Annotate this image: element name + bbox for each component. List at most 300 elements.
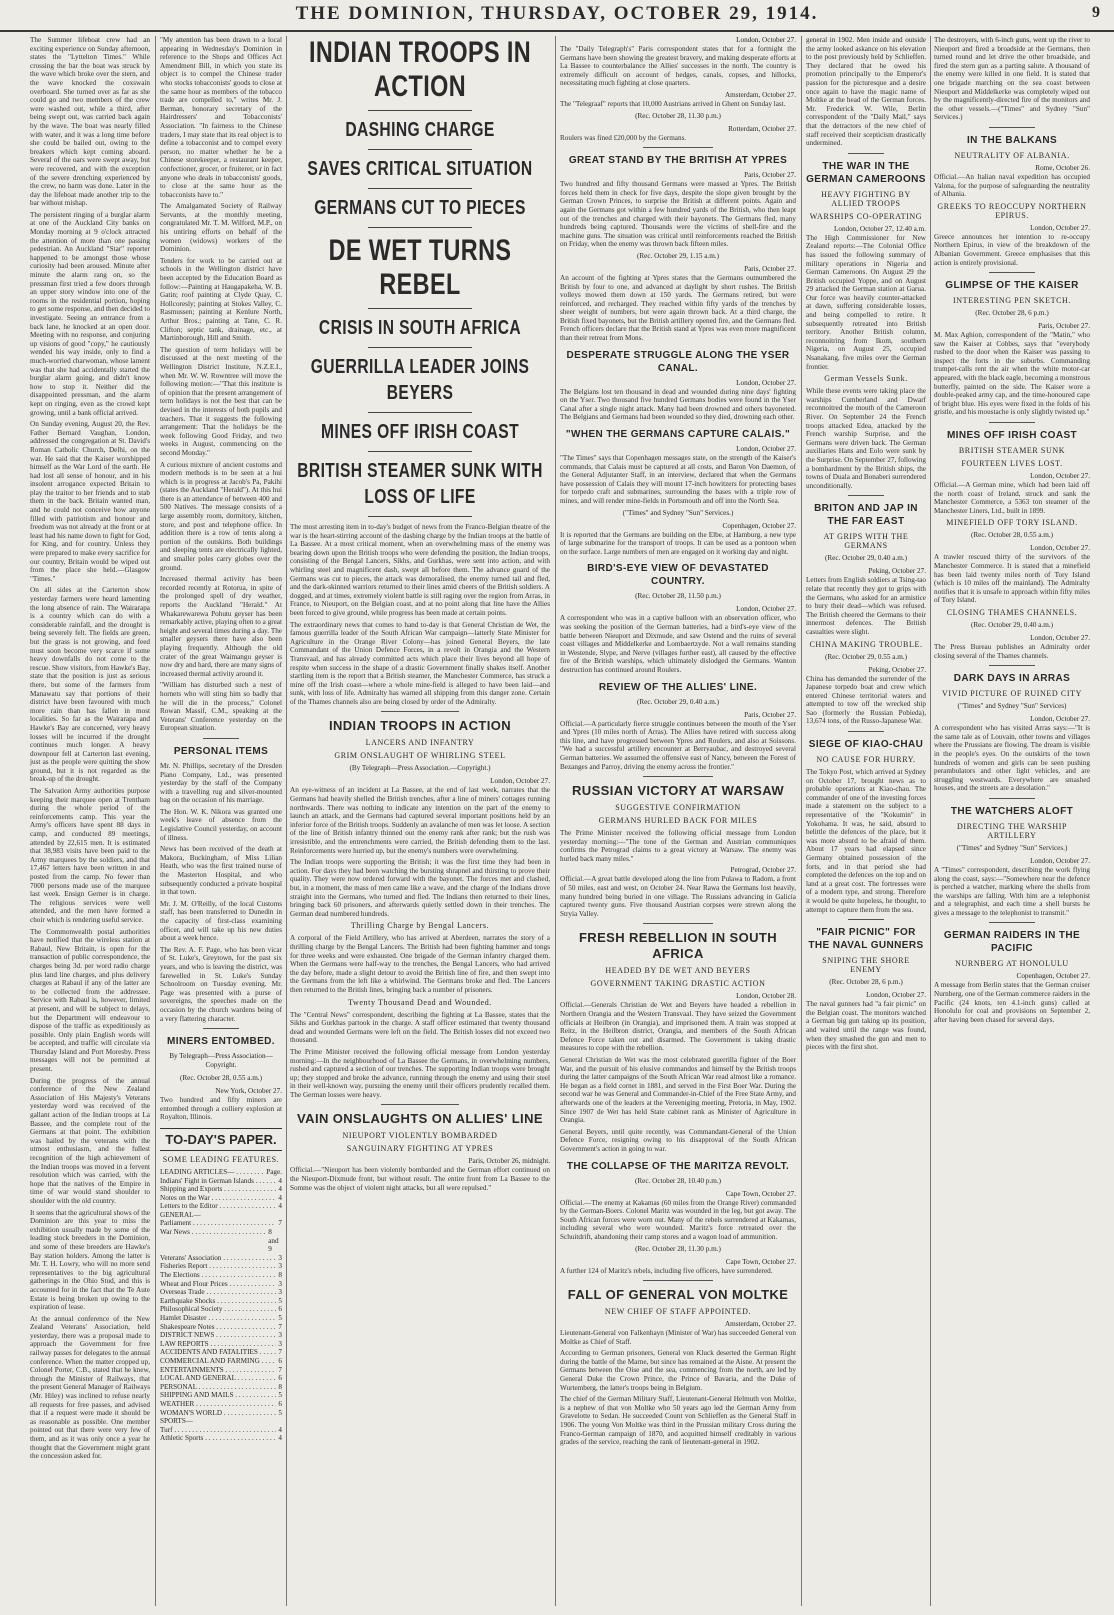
contents-page: 7	[278, 1365, 282, 1374]
contents-page: 3	[278, 1262, 282, 1271]
section-heading-balkans: IN THE BALKANS	[966, 134, 1058, 146]
contents-page: 4	[278, 1434, 282, 1443]
contents-row	[160, 1366, 282, 1375]
article-paragraph: Two hundred and fifty miners are entombed through a colliery explosion at Royalton, Illinois.	[160, 1096, 282, 1122]
received-line: (Rec. October 29, 0.40 a.m.)	[636, 697, 720, 706]
headline-deck: CRISIS IN SOUTH AFRICA	[318, 317, 522, 339]
article-paragraph: Official.—A German mine, which had been laid off the north coast of Ireland, struck and sank the Manchester Commerce, a 5363 ton steamer of the Manchester Liners, Ltd., built in 1899.	[934, 481, 1090, 515]
section-divider	[643, 776, 714, 777]
credit-line: ("Times" and Sydney "Sun" Services.)	[622, 508, 734, 517]
contents-row	[160, 1228, 282, 1254]
column-rule	[801, 36, 802, 1606]
column-rule	[155, 36, 156, 1606]
article-paragraph: "The Times" says that Copenhagen messages state, on the strength of the Kaiser's commands, that Calais must be captured at all costs, and Baron Von Daemon, of the General Adjutanter Staff, in an interview, declared that when the Germans have possession of Calais they will mount 17-inch howitzers for protecting bases for torpedo craft and submarines, surrounding the bases with a triple row of mines, and will render mine-fields in Portsmouth and off into the North Sea.	[560, 454, 796, 505]
section-heading-review: REVIEW OF THE ALLIES' LINE.	[598, 681, 758, 693]
section-heading-watchers: THE WATCHERS ALOFT	[950, 805, 1074, 817]
contents-label: GENERAL—	[160, 1210, 201, 1219]
section-divider	[203, 738, 240, 739]
article-paragraph: The Belgians lost ten thousand in dead and wounded during nine days' fighting on the Yser. Two thousand five hundred Germans bodies were found in the Yser Canal after a single night attack. Many had been drowned and others bayoneted. The Belgians and Germans had been wounded so they died, drowning each other.	[560, 387, 796, 422]
contents-row	[160, 1202, 282, 1211]
dateline: Paris, October 27.	[744, 710, 796, 719]
section-divider	[381, 711, 459, 712]
article-paragraph: Official.—"Nieuport has been violently bombarded and the German effort continued on the Nieuport-Dixmude front, but without result. The entire front from La Bassee to the Somme was the object of violent night attacks, but all were repulsed."	[290, 1166, 550, 1192]
section-heading-yser: DESPERATE STRUGGLE ALONG THE YSER CANAL.	[566, 349, 790, 374]
contents-page: 6	[278, 1374, 282, 1383]
contents-label: Shakespeare Notes . . .	[160, 1323, 276, 1332]
received-line: (Rec. October 28, 0.55 a.m.)	[179, 1074, 263, 1083]
subheading: AT GRIPS WITH THE GERMANS	[823, 532, 909, 551]
article-paragraph: The High Commissioner for New Zealand reports:—The Colonial Office has issued the following summary of military operations in Nigeria and German Cameroons. On August 29 the British occupied Yoppe, and on August 29 attacked the German station at Garua. Our force was heavily counter-attacked at dawn, suffering considerable losses, and being compelled to retire. It subsequently retreated into British territory. Another British column, reconnoitring from Ikom, southern Nigeria, on August 25, occupied Nsanakang, five miles over the German frontier.	[806, 233, 926, 371]
contents-row	[160, 1400, 282, 1409]
article-paragraph: Official.—A great battle developed along the line from Pulawa to Radom, a front of 50 miles, east and west, on October 24. Near Rawa the Germans lost heavily, many hundred being buried in one village. The Russians advancing in Galicia captured twenty guns. Five thousand Austrian corpses were strewn along the Stryia Valley.	[560, 875, 796, 918]
contents-page: 3	[278, 1331, 282, 1340]
contents-label: Wheat and Flour Prices . . .	[160, 1280, 276, 1289]
received-line: (Rec. October 28, 10.40 p.m.)	[634, 1176, 722, 1185]
subheading: SNIPING THE SHORE ENEMY	[822, 956, 910, 975]
contents-page: 3	[278, 1339, 282, 1348]
section-divider	[643, 147, 714, 148]
contents-label: LEADING ARTICLES— . . .	[160, 1168, 264, 1177]
contents-label: Parliament . . .	[160, 1219, 276, 1228]
column-rule	[286, 36, 287, 1606]
newspaper-title: THE DOMINION, THURSDAY, OCTOBER 29, 1914.	[295, 3, 819, 24]
contents-page: 6	[278, 1356, 282, 1365]
article-paragraph: A correspondent who was in a captive balloon with an observation officer, who was seeking the position of the German batteries, had a bird's-eye view of the battle between Nieuport and Dixmude, and saw Ostend and the ruins of several coast villages and Middelkerke and Lombaertzyde. Not a wall remains standing in Westende, Slype, and Nerve (villages further east), all caused by the effective fire of the British warships, which ultimately dislodged the Germans. Wanton destruction has continued around Roulers.	[560, 614, 796, 674]
contents-page: 5	[278, 1391, 282, 1400]
dateline: London, October 27.	[736, 445, 796, 454]
dateline: London, October 27, 12.40 a.m.	[833, 224, 926, 233]
contents-row	[160, 1194, 282, 1203]
contents-label: WEATHER . . .	[160, 1400, 276, 1409]
dateline: London, October 27.	[1030, 633, 1090, 642]
contents-page: 4	[278, 1185, 282, 1194]
article-paragraph: The Prime Minister received the following official message from London yesterday morning:—In the neighbourhood of La Bassee the Germans, in overwhelming numbers, rushed and captured a section of our trenches. The supporting Indian troops were brought up; they stopped and broke the advance, running through the enemy and using their steel in their well-known way, pursuing the enemy until their officers prudently recalled them. The German losses were heavy.	[290, 1047, 550, 1099]
dateline: Copenhagen, October 27.	[722, 521, 796, 530]
subheading: BRITISH STEAMER SUNK	[958, 446, 1066, 456]
section-heading-moltke: FALL OF GENERAL VON MOLTKE	[567, 1287, 789, 1303]
headline-deck: GUERRILLA LEADER JOINS BEYERS	[310, 356, 530, 404]
contents-row	[160, 1357, 282, 1366]
subheading: Thrilling Charge by Bengal Lancers.	[350, 921, 490, 931]
headline-divider	[368, 308, 472, 309]
dateline: Paris, October 27.	[744, 171, 796, 180]
headline-divider	[368, 412, 472, 413]
contents-label: SHIPPING AND MAILS . . .	[160, 1391, 276, 1400]
article-paragraph: The Tokyo Post, which arrived at Sydney on October 17, brought news as to probable operations at Kiao-chau. The commander of one of the investing forces made a statement on the subject to a representative of the "Kokumin" in Yokohama. It was, he said, absurd to belittle the defences of the place, but it was more absurd to be afraid of them. About 17 years had elapsed since Germany obtained possession of the forts, and in that period she had completed the defences on the top and on land at a great cost. The fortresses were of a modern type, and strong. Therefore it would be quite hopeless, he thought, to attempt to capture them from the sea.	[806, 768, 926, 914]
subheading: SUGGESTIVE CONFIRMATION	[615, 803, 741, 813]
contents-row	[160, 1168, 282, 1177]
dateline: London, October 28.	[736, 992, 796, 1001]
received-line: (Rec. October 28, 6 p.m.)	[975, 309, 1049, 318]
column-4	[560, 36, 796, 1606]
contents-row	[160, 1434, 282, 1443]
article-paragraph: The Commonwealth postal authorities have notified that the wireless station at Rabaul, New Britain, is open for the transaction of public correspondence, the charges being 3d. per word radio charge plus land line charges, and plus delivery charges at Rabaul if any of the latter are to be collected from the addressee. Service with Rabaul is, however, limited at present, and will be subject to delays, but the Department will endeavour to dispose of the traffic as expeditiously as possible. Only plain English words will be accepted, and traffic will circulate via Thursday Island and Port Moresby. Press messages will not be permitted at present.	[30, 927, 150, 1074]
contents-label: War News . . .	[160, 1228, 266, 1254]
contents-page: 4	[278, 1425, 282, 1434]
contents-label: Earthquake Shocks . . .	[160, 1297, 276, 1306]
article-paragraph: It seems that the agricultural shows of the Dominion are this year to miss the exhibition usually made by some of the leading stock breeders in the Dominion, and some of these breeders are Hawke's Bay station holders. Among the latter is Mr. T. H. Lowry, who will no more send representatives to the big agricultural gatherings in the Ohio Stud, and this is accounted for in the fact that the Te Aute Estate is being broken up owing to the expiration of lease.	[30, 1208, 150, 1312]
subheading: INTERESTING PEN SKETCH.	[952, 296, 1072, 306]
article-paragraph: The chief of the German Military Staff, Lieutenant-General Helmuth von Moltke, is a nephew of that von Moltke who 50 years ago led the German Army from Gravelotte to Sedan. He succeeded Count von Schlieffen as the General Staff in 1906. The young Von Moltke was third in the Prussian military Cross during the Franco-German campaign of 1870, and acquitted himself creditably in various grades of the service, reaching the rank of lieutenant-general in 1902.	[560, 1395, 796, 1447]
contents-label: Philosophical Society . . .	[160, 1305, 276, 1314]
contents-page: 8	[278, 1382, 282, 1391]
subheading: HEAVY FIGHTING BY ALLIED TROOPS	[821, 189, 911, 208]
dateline: London, October 27.	[1030, 856, 1090, 865]
contents-row	[160, 1305, 282, 1314]
contents-row	[160, 1297, 282, 1306]
article-paragraph: Official.—A particularly fierce struggle continues between the mouth of the Yser and Ypres (10 miles north of Arras). The Allies have retired with success along this line, and have progressed between Ypres and Roulers, and also at Soissons. "We had a successful artillery encounter at Berryaubac, and destroyed several German batteries. We assumed the offensive east of Nancy, between the Forest of Bezanges and Parroy, driving the enemy across the frontier."	[560, 719, 796, 771]
contents-page: 7	[278, 1219, 282, 1228]
article-paragraph: "William has disturbed such a nest of hornets who will sting him so badly that he will die in the process," Colonel Rowan Massif, C.M., speaking at the Veterans' Conference yesterday on the European situation.	[160, 681, 282, 733]
article-paragraph: General Beyers, until quite recently, was Commandant-General of the Union Defence Force, resigning owing to his disapproval of the South African Government's action in going to war.	[560, 1127, 796, 1153]
subheading: NURNBERG AT HONOLULU	[955, 959, 1069, 969]
contents-label: ENTERTAINMENTS . . .	[160, 1366, 276, 1375]
contents-page: 8	[278, 1271, 282, 1280]
contents-row	[160, 1409, 282, 1418]
dateline: Amsterdam, October 27.	[724, 1320, 796, 1329]
credit-line: (By Telegraph—Press Association.—Copyright.)	[349, 764, 491, 773]
contents-row	[160, 1185, 282, 1194]
dateline: Paris, October 26, midnight.	[468, 1157, 550, 1166]
article-paragraph: The "Daily Telegraph's" Paris correspondent states that for a fortnight the Germans have been showing the greatest bravery, and making desperate efforts at La Bassee to counterbalance the Allies' successes in the north. The country is extremely difficult on account of hedges, canals, copses, and hillocks, necessitating much fighting at close quarters.	[560, 45, 796, 88]
received-line: (Rec. October 29, 0.40 a.m.)	[970, 620, 1054, 629]
subheading: HEADED BY DE WET AND BEYERS	[605, 966, 751, 976]
article-paragraph: On all sides at the Carterton show yesterday farmers were heard lamenting the long absence of rain. The Wairarapa is a country which can do with a considerable rainfall, and the drought is being severely felt. The fields are green, but the grass is not growing, and feed must soon become very scarce if some heavy downfalls do not come to the rescue. Show visitors, from Hawke's Bay, state that the position is just as serious there, but some of the farmers from Manawatu say that portions of their district have been favoured with much more rain than has fallen in most localities. So far as the Wairarapa and Hawke's Bay are concerned, very heavy losses will be incurred if the drought continues much longer. A heavy downpour fell at Carterton last evening, just as the people were quitting the show ground, but it is not regarded as the break-up of the drought.	[30, 586, 150, 784]
article-paragraph: The naval gunners had "a fair picnic" on the Belgian coast. The monitors watched a German big gun taking up its position, and waited until the range was found, when they smashed the gun and men to pieces with the first shot.	[806, 1000, 926, 1052]
section-heading-personal: PERSONAL ITEMS	[173, 745, 269, 757]
article-paragraph: According to German prisoners, General von Kluck deserted the German Right during the battle of the Marne, but since has remained at the Aisne. At present the Germans between the Oise and the sea, commencing from the north, are led by General Duke the Crown Prince, the Prince of Bavaria, and the Duke of Wurtemberg, the latter's troops being in Belgium.	[560, 1349, 796, 1392]
page-number: 9	[1092, 4, 1100, 21]
article-paragraph: general in 1902. Men inside and outside the army looked askance on his elevation to the post previously held by Schlieffen. They declared that he owed his promotion principally to the Emperor's passion for the picturesque and a desire once again to have the magic name of Moltke at the head of the German forces. Mr. Frederick W. Wile, Berlin correspondent of the "Daily Mail," says that the detractors of the new chief of staff received their scepticism drastically undermined.	[806, 36, 926, 148]
contents-row	[160, 1314, 282, 1323]
subheading: NEUTRALITY OF ALBANIA.	[954, 150, 1070, 160]
section-heading-warsaw: RUSSIAN VICTORY AT WARSAW	[572, 783, 784, 799]
section-heading-miners: MINERS ENTOMBED.	[167, 1036, 275, 1048]
section-heading-rebellion: FRESH REBELLION IN SOUTH AFRICA	[578, 930, 778, 962]
dateline: Paris, October 27.	[1038, 322, 1090, 331]
dateline: New York, October 27.	[215, 1087, 282, 1096]
article-paragraph: Roulers was fined £20,000 by the Germans.	[560, 133, 687, 142]
article-paragraph: While these events were taking place the warships Cumberland and Dwarf reconnoitred the mouth of the Cameroon River. On September 24 the French troops attacked Edea, attacked by the French warship Surprise, and the Germans were driven back. The German auxiliaries Hans and Eolo were sunk by the Surprise. On September 27, following a bombardment by the British ships, the towns of Duala and Bonaberi surrendered unconditionally.	[806, 387, 926, 490]
section-divider	[381, 1104, 459, 1105]
article-paragraph: "My attention has been drawn to a local appearing in Wednesday's Dominion in reference to the Shops and Offices Act Amendment Bill, in which you state its object is to compel the Chinese trader who stocks tobacconists' goods to close at the same hour as members of the tobacco trade are compelled to," writes Mr. J. Berman, honorary secretary of the Hairdressers' and Tobacconists' Association. "In fairness to the Chinese traders, I may state that its real object is to define a tobacconist and to compel every person, no matter whether he be a Chinese storekeeper, a restaurant keeper, confectioner, grocer, or fruiterer, or in fact anyone who deals in tobacconists' goods, to close at the same hour as the tobacconists have to."	[160, 36, 282, 199]
subheading: GERMANS HURLED BACK FOR MILES	[598, 816, 758, 826]
contents-row	[160, 1383, 282, 1392]
section-divider	[989, 665, 1036, 666]
headline-divider	[368, 110, 472, 111]
article-paragraph: Official.—Generals Christian de Wet and Beyers have headed a rebellion in Northern Orangia and the Western Transvaal. They have seized the Government officials at Heilbron (in Orangia), and imprisoned them. A train was stopped at Reitz, in the Heilbron district, Orangia, and members of the South African Defence Force taken out and disarmed. The Government is taking drastic measures to cope with the rebellion.	[560, 1001, 796, 1053]
contents-page: 6	[278, 1399, 282, 1408]
contents-label: Hamlet Disaster . . .	[160, 1314, 276, 1323]
article-paragraph: The Indian troops were supporting the British; it was the first time they had been in action. For days they had been watching the bursting shrapnel and thirsting to prove their quality. They were now ordered forward with the bayonet. The forces met and clashed, but, in a moment, the mass of men came like a wave, and the charge of the Indians drove straight into the Germans, who turned and fled. The Indians then returned to their lines, bringing back 60 prisoners, and afterwards quietly settled down in their trenches. The German dead numbered hundreds.	[290, 858, 550, 918]
contents-row	[160, 1271, 282, 1280]
contents-label: Indians' Fight in German Islands . . .	[160, 1177, 276, 1186]
subheading: SANGUINARY FIGHTING AT YPRES	[346, 1144, 494, 1154]
article-paragraph: The question of term holidays will be discussed at the next meeting of the Wellington District Institute, N.Z.E.I., when Mr. W. W. Rowntree will move the following motion:—"That this institute is of opinion that the present arrangement of term holidays is not the best that can be devised in the interests of both pupils and teachers. That it suggests the following arrangement: That the holidays be the week following Good Friday, and two weeks in August, commencing on the second Monday."	[160, 345, 282, 457]
headline-divider	[368, 516, 472, 517]
headline-divider	[368, 227, 472, 228]
article-paragraph: Increased thermal activity has been recorded recently at Rotorua, in spite of the prolonged spell of dry weather, reports the Auckland "Herald." At Whakarewarewa Pohutu geyser has been remarkably active, playing often to a great height and several times during a day. The smaller geysers there have also been playing frequently. Although the old crater of the great Waimangu geyser is now dry and hard, there are many signs of increased thermal activity around it.	[160, 575, 282, 678]
dateline: Amsterdam, October 27.	[724, 90, 796, 99]
article-paragraph: The "Telegraaf" reports that 10,000 Austrians arrived in Ghent on Sunday last.	[560, 99, 786, 108]
article-paragraph: The Salvation Army authorities purpose keeping their marquee open at Trentham during the whole period of the reinforcements camp. This year the Army's officers have spent 88 days in camp, and conducted 89 meetings, attended by 22,615 men. It is estimated that 38,983 visits have been paid to the Army marquees by the soldiers, and that 17,467 letters have been written in and posted from the camp. No fewer than 7000 persons made use of the marquee last week. Ensign Gerner is in charge. The religious services were well attended, and the men have formed a choir which is rendering useful service.	[30, 787, 150, 924]
contents-row	[160, 1348, 282, 1357]
article-paragraph: At the annual conference of the New Zealand Veterans' Association, held yesterday, there was a proposal made to approach the Government for free railway passes for delegates to the annual conference. When the matter cropped up, Colonel Porter, C.B., stated that he knew, through the Minister of Railways, that the present General Manager of Railways (Mr. Hiley) was inclined to refuse nearly all requests for free passes, and advised that if a request were made it should be as reasonable as possible. One member pointed out that there were very few of them, and as it was only once a year he thought that the Government might grant the concession asked for.	[30, 1314, 150, 1461]
subheading: Twenty Thousand Dead and Wounded.	[348, 997, 492, 1007]
contents-row	[160, 1426, 282, 1435]
contents-page	[280, 1211, 282, 1220]
column-2	[160, 36, 282, 1606]
section-heading-cameroons: THE WAR IN THE GERMAN CAMEROONS	[806, 160, 926, 185]
dateline: Rome, October 26.	[1035, 163, 1090, 172]
contents-label: LOCAL AND GENERAL . . .	[160, 1374, 276, 1383]
article-paragraph: An eye-witness of an incident at La Bassee, at the end of last week, narrates that the Germans had heavily shelled the British trenches, after a line of miners' cottages running northwards. There was nothing to indicate any intention on the part of the enemy to launch an attack, and the Germans had captured several important positions held by an inferior force of the British troops. Suddenly an avalanche of men was let loose. A section of the line of British infantry thinned out the enemy rank after rank; but the rush was irresistible, and the entrenchments were carried, the British defending them to the last. Reinforcements were hurried up, but the enemy's numbers were overwhelming.	[290, 786, 550, 855]
article-paragraph: The Amalgamated Society of Railway Servants, at the monthly meeting, congratulated Mr. T. M. Wilford, M.P., on his untiring efforts on behalf of the women (widows) workers of the Dominion.	[160, 202, 282, 254]
article-paragraph: M. Max Aghion, correspondent of the "Matin," who saw the Kaiser at Cobbes, says that "everybody rushed to the door when the Kaiser was passing to inspect the forts in the suburbs. Commanding trumpet-calls rent the air when the white motor-car appeared, with the black eagle, becoming a monstrous butterfly, painted on the side. The Kaiser wore a double-peaked army cap, and the time-honoured cape of bright blue. His eyes were fixed in the folds of his gristle, and his moustache is only slightly twisted up."	[934, 331, 1090, 417]
section-divider	[989, 798, 1036, 799]
section-heading-pacific-raiders: GERMAN RAIDERS IN THE PACIFIC	[943, 930, 1081, 955]
credit-line: ("Times" and Sydney "Sun" Services)	[957, 702, 1067, 711]
article-paragraph: Official.—The enemy at Kakamas (60 miles from the Orange River) commanded by the German-Boers. Colonel Maritz was wounded in the leg, but got away. The South African forces were worn out. Many of the rebels surrendered at Kakamas, including several who were wounded. Maritz's force retreated over the Schuitdrift, abandoning their camp stores and a wagon load of ammunition.	[560, 1198, 796, 1241]
article-paragraph: The Press Bureau publishes an Admiralty order closing several of the Thames channels.	[934, 642, 1090, 660]
received-line: (Rec. October 29, 0.55 a.m.)	[824, 652, 908, 661]
dateline: London, October 27.	[1030, 715, 1090, 724]
dateline: London, October 27.	[736, 378, 796, 387]
article-paragraph: The persistent ringing of a burglar alarm at one of the Auckland City banks on Monday morning at 9 o'clock attracted the attention of more than one passing pedestrian. An Auckland "Star" reporter happened to be amongst those whose curiosity had been aroused. Minute after minute the alarm rang on, so the pressman first tried a few doors through an upper story window into one of the rooms in the residential portion, hoping to get some response, and then decided to investigate. Seeing an entrance from a back lane, he knocked at an open door. Meeting with no response, and conjuring up visions of good "copy," he cautiously wended his way inside, only to find a much-worried charwoman, whose lament was that she had accidentally started the burglar alarm going, and didn't know how to stop it. Neither did the disappointed pressman, and the alarm kept on ringing, even as the crowd kept growing, until a bank official arrived.	[30, 210, 150, 417]
contents-page: 4	[278, 1193, 282, 1202]
subheading: FOURTEEN LIVES LOST.	[961, 459, 1063, 469]
headline-deck: DASHING CHARGE	[345, 119, 495, 141]
article-paragraph: A correspondent who has visited Arras says:—"It is the same tale as of Louvain, other towns and villages where the Prussians are flowing. The dream is visible in the people's eyes. On the outskirts of the town hundreds of women and girls can be seen pushing perambulators and other light vehicles, and are struggling westwards. Everywhere are smashed houses, and the streets are a desolation."	[934, 724, 1090, 793]
contents-row	[160, 1417, 282, 1426]
contents-label: ACCIDENTS AND FATALITIES . . .	[160, 1348, 276, 1357]
section-divider	[848, 919, 884, 920]
dateline: London, October 27.	[1030, 223, 1090, 232]
article-paragraph: A curious mixture of ancient customs and modern methods is to be seen at a hui which is in progress at Jacob's Pa, Pakihi (states the Auckland "Herald"). At this hui there is an attendance of between 400 and 500 Natives. The message consists of a large assembly room, dormitory, kitchen, store, and post and telephone office. In addition there is a row of tents along a portion of the outskirts. Both buildings and sleeping tents are electrically lighted, and smaller poles carry globes over the ground.	[160, 460, 282, 572]
contents-page: 4	[278, 1176, 282, 1185]
section-heading-vain: VAIN ONSLAUGHTS ON ALLIES' LINE	[297, 1111, 543, 1127]
contents-page: 5	[278, 1314, 282, 1322]
section-divider	[989, 127, 1036, 128]
contents-page	[280, 1417, 282, 1426]
contents-row	[160, 1280, 282, 1289]
article-paragraph: On Sunday evening, August 20, the Rev. Father Bernard Vaughan, London, addressed the congregation at St. David's Roman Catholic Church, Delhi, on the war. He said that the Kaiser worshipped himself as the War Lord of the earth. He had lost all sense of honour, and in his insolent arrogance expected Britain to play the traitor to her friends and to stab them in the back. Britain wanted man, and he could not conceive how anyone filled with patriotism and honour and freedom was not already at the front or at least had his name down to fight for God, for King, and for country. Unless they were prepared to make every sacrifice for our country, Britain would be wiped out from the place she held.—Glasgow "Times."	[30, 420, 150, 583]
article-paragraph: A further 124 of Maritz's rebels, including five officers, have surrendered.	[560, 1266, 773, 1275]
headline-deck: MINES OFF IRISH COAST	[321, 421, 519, 443]
column-5	[806, 36, 926, 1606]
dateline: Copenhagen, October 27.	[1016, 972, 1090, 981]
contents-row	[160, 1331, 282, 1340]
section-heading-fair-picnic: "FAIR PICNIC" FOR THE NAVAL GUNNERS	[808, 927, 924, 952]
column-rule	[930, 36, 931, 1606]
personal-item: News has been received of the death at Makora, Buckingham, of Miss Lilian Heath, who was the first trained nurse of the Masterton Hospital, and who subsequently conducted a private hospital in that town.	[160, 845, 282, 897]
section-heading-kiao-chau: SIEGE OF KIAO-CHAU	[808, 739, 924, 751]
dateline: Peking, October 27.	[868, 665, 926, 674]
dateline: London, October 27.	[866, 991, 926, 1000]
section-divider	[989, 422, 1036, 423]
article-paragraph: During the progress of the annual conference of the New Zealand Association of His Majesty's Veterans yesterday word was received of the gallant action of the Indian troops at La Bassee, and the complete rout of the Germans at that point. The exhibition was hailed by the veterans with the utmost enthusiasm, and the fullest recognition of the high achievement of the Indian troops was moved in a fervent resolution which was carried, with the hope that the natives of the Empire in time of war would stand shoulder to shoulder with the old country.	[30, 1076, 150, 1205]
column-1	[30, 36, 150, 1606]
contents-row	[160, 1219, 282, 1228]
received-line: (Rec. October 28, 11.30 p.m.)	[635, 111, 721, 120]
contents-label: LAW REPORTS . . .	[160, 1340, 276, 1349]
contents-page: 6	[278, 1305, 282, 1314]
contents-page: 7	[278, 1348, 282, 1357]
section-heading-briton-jap: BRITON AND JAP IN THE FAR EAST	[814, 503, 918, 528]
dateline: Cape Town, October 27.	[725, 1189, 796, 1198]
personal-item: The Hon. W. K. Nikora was granted one week's leave of absence from the Legislative Council yesterday, on account of illness.	[160, 807, 282, 842]
contents-page: Page.	[266, 1167, 282, 1176]
dateline: Cape Town, October 27.	[725, 1257, 796, 1266]
contents-page: 3	[278, 1288, 282, 1297]
article-paragraph: Letters from English soldiers at Tsing-tao relate that recently they got to grips with the Germans, who asked for an armistice to bury their dead—which was refused. The British cheered the Germans to their innermost defences. The British casualties were slight.	[806, 576, 926, 636]
subheading: GREEKS TO REOCCUPY NORTHERN EPIRUS.	[937, 201, 1087, 220]
contents-row	[160, 1340, 282, 1349]
received-line: (Rec. October 28, 0.55 a.m.)	[970, 531, 1054, 540]
contents-label: Notes on the War . . .	[160, 1194, 276, 1203]
article-paragraph: The Prime Minister received the following official message from London yesterday morning:—"The tone of the German and Austrian communiques confirms the Petrograd claims to a great victory at Warsaw. The enemy was hurled back many miles."	[560, 829, 796, 863]
article-paragraph: Tenders for work to be carried out at schools in the Wellington district have been accepted by the Education Board as follow:—Painting at Haugapakeha, W. B. Gatin; roof painting at Clyde Quay, C. Hollcoresly; painting at Stokes Valley, C. Rasmussen; painting at Kenlure North, Arthur Bros.; painting at Tane, C. R. Clifton; septic tank, drainage, etc., at Martinborough, Hill and Smith.	[160, 256, 282, 343]
subheading: GRIM ONSLAUGHT OF WHIRLING STEEL	[334, 751, 506, 761]
todays-paper-subheading: SOME LEADING FEATURES.	[162, 1154, 280, 1164]
main-headline: INDIAN TROOPS IN ACTION	[308, 36, 532, 103]
article-paragraph: Greece announces her intention to re-occupy Northern Epirus, in view of the breakdown of the Albanian Government. Greece emphasises that this action is entirely provisional.	[934, 232, 1090, 267]
todays-paper-heading: TO-DAY'S PAPER.	[160, 1128, 282, 1151]
credit-line: ("Times" and Sydney "Sun" Services.)	[956, 843, 1068, 852]
article-paragraph: The Summer lifeboat crew had an exciting experience on Sunday afternoon, states the "Lyttelton Times." While crossing the bar the boat was struck by the wave which broke over the stern, and the wave knocked the coxswain overboard. She turned over as far as she could go and two members of the crew were washed out, while a third, after being swept out, was carried back again by the wave. The boat was nearly filled with water, and it was a long time before she could be bailed out, owing to the breakers which kept coming aboard. Several of the oars were swept away, but were recovered, and with the exception of the severe drenching experienced by the crew, no harm was done. Later in the day the lifeboat made another trip to the bar without mishap.	[30, 36, 150, 208]
headline-deck: GERMANS CUT TO PIECES	[314, 197, 526, 219]
article-paragraph: A trawler rescued thirty of the survivors of the Manchester Commerce. It is stated that a minefield has been laid twenty miles north of Tory Island (which is 10 miles off the mainland). The Admiralty notifies that it is unsafe to approach within fifty miles of Tory Island.	[934, 553, 1090, 605]
contents-row	[160, 1177, 282, 1186]
article-paragraph: The "Central News" correspondent, describing the fighting at La Bassee, states that the Sikhs and Gurkhas partook in the charge. A staff officer estimated that twenty thousand dead and wounded Germans were left on the field. The British losses did not exceed two thousand.	[290, 1010, 550, 1045]
contents-label: Athletic Sports . . .	[160, 1434, 276, 1443]
subheading: WARSHIPS CO-OPERATING	[809, 211, 923, 221]
contents-page: 7	[278, 1322, 282, 1331]
section-heading-arras: DARK DAYS IN ARRAS	[953, 673, 1071, 685]
section-heading-kaiser: GLIMPSE OF THE KAISER	[945, 280, 1079, 292]
dateline: London, October 27.	[490, 777, 550, 786]
contents-label: SPORTS—	[160, 1417, 194, 1426]
contents-row	[160, 1374, 282, 1383]
contents-row	[160, 1391, 282, 1400]
article-paragraph: An account of the fighting at Ypres states that the Germans outnumbered the British by four to one, and advanced at daylight by short rushes. The British volleys mowed them down at 150 yards. The Germans retired, but were reinforced, and recharged. They reached within fifty yards of the trenches by sheer weight of numbers, but were again thrown back. At a third charge, the British fixed bayonets, but the British artillery opened fire, and the Germans fled. French officers declare that the British stand at Ypres was even more magnificent than their retreat from Mons.	[560, 273, 796, 343]
subheading: NO CAUSE FOR HURRY.	[816, 755, 916, 765]
section-heading-mines: MINES OFF IRISH COAST	[946, 430, 1078, 442]
column-6	[934, 36, 1090, 1606]
section-divider	[848, 731, 884, 732]
headline-divider	[368, 188, 472, 189]
credit-line: By Telegraph—Press Association—Copyright.	[169, 1052, 273, 1070]
section-heading-calais: "WHEN THE GERMANS CAPTURE CALAIS."	[565, 429, 791, 441]
contents-row	[160, 1288, 282, 1297]
personal-item: Mr. J. M. O'Reilly, of the local Customs staff, has been transferred to Dunedin in the capacity of first-class examining officer, and will take up his new duties about a week hence.	[160, 899, 282, 943]
headline-divider	[368, 451, 472, 452]
news-summary: The extraordinary news that comes to hand to-day is that General Christian de Wet, the famous guerrilla leader of the South African War campaign—latterly State Minister for Agriculture in the Orange River Colony—has joined General Beyers, the late Commandant of the Union Defence Forces, in a revolt in Orangia and the Western Transvaal, and has already committed acts which place their lives beyond all hope of respite when success in the shape of a drastic Government finally shakes itself. Another startling item is the report that a British steamer, the Manchester Commerce, has struck a mine off the Irish coast—where a whole mine-field is alleged to have been laid—and sunk, with loss of life. Admiralty has warned all shipping from this danger zone. Certain of the Thames channels also are being closed by order of the Admiralty.	[290, 620, 550, 706]
contents-label: The Elections . . .	[160, 1271, 276, 1280]
subheading: German Vessels Sunk.	[824, 374, 908, 384]
received-line: (Rec. October 28, 11.50 p.m.)	[635, 592, 721, 601]
received-line: (Rec. October 29, 1.15 a.m.)	[636, 251, 720, 260]
dateline: London, October 27.	[736, 36, 796, 44]
dateline: Paris, October 27.	[744, 264, 796, 273]
section-divider	[643, 923, 714, 924]
contents-label: Shipping and Exports . . .	[160, 1185, 276, 1194]
contents-label: Veterans' Association . . .	[160, 1254, 276, 1263]
contents-row	[160, 1254, 282, 1263]
contents-page: 5	[278, 1408, 282, 1417]
contents-label: PERSONAL . . .	[160, 1383, 276, 1392]
article-paragraph: General Christian de Wet was the most celebrated guerrilla fighter of the Boer War, and the pursuit of his elusive commandos and himself by the British troops during the latter campaigns of the South African War read almost like a romance. He began as a field cornet in 1881, and served in the First Boer War. During the second war he was General and Commander-in-Chief of the Free State Army, and afterwards one of the leaders at the Vereeniging meeting, Pretoria, in May, 1902. Since 1907 de Wet has held State cabinet rank as Minister of Agriculture in Orangia.	[560, 1056, 796, 1125]
contents-label: Overseas Trade . . .	[160, 1288, 276, 1297]
section-heading-birds-eye: BIRD'S-EYE VIEW OF DEVASTATED COUNTRY.	[587, 563, 769, 588]
column-3	[290, 36, 550, 1606]
headline-divider	[368, 347, 472, 348]
article-paragraph: A "Times" correspondent, describing the work flying along the coast, says:—"Somewhere near the defence is perched a watcher, marking where the shells from the warships are falling. With him are a telephonist and a telegraphist, and each time a shell bursts he gives a message to the telephonist to transmit."	[934, 865, 1090, 917]
section-divider	[643, 1280, 714, 1281]
received-line: (Rec. October 29, 0.40 a.m.)	[824, 554, 908, 563]
subheading: LANCERS AND INFANTRY	[365, 738, 475, 748]
section-divider	[203, 1028, 240, 1029]
section-heading-ypres: GREAT STAND BY THE BRITISH AT YPRES	[568, 155, 788, 167]
contents-label: Letters to the Editor . . .	[160, 1202, 276, 1211]
contents-list	[160, 1168, 282, 1443]
contents-row	[160, 1262, 282, 1271]
subheading: MINEFIELD OFF TORY ISLAND.	[946, 518, 1078, 528]
headline-deck: SAVES CRITICAL SITUATION	[307, 158, 533, 180]
news-summary: The most arresting item in to-day's budget of news from the Franco-Belgian theatre of the war is the heart-stirring account of the dashing charge by the Indian troops at the battle of La Bassee. At a most critical moment, when an overwhelming mass of the enemy was bearing down upon the British troops who were defending the position, the Indian troops, consisting of the Bengal Lancers, Sikhs, and Gurkhas, were sent into action, and with whirling steel and magnificent dash, swept all before them. The advance guard of the Germans was cut to pieces, the attack was demoralised, the enemy turned tail and fled, and the dark-skinned warriors returned to their lines amid cheers of the British soldiers. A dogged, and at times, extremely violent battle is still raging over the region from Arras, in France, to Nieuport, on the Belgian coast, and at no point along that line have the Allies been forced to give ground, while progress has been made at certain points.	[290, 523, 550, 617]
personal-item: Mr. N. Phillips, secretary of the Dresden Piano Company, Ltd., was presented yesterday by the staff of the Company with a travelling rug and silver-mounted bag on the occasion of his marriage.	[160, 761, 282, 805]
received-line: (Rec. October 28, 6 p.m.)	[829, 978, 903, 987]
masthead	[0, 0, 1114, 32]
contents-page: 4	[278, 1202, 282, 1211]
personal-item: The Rev. A. F. Page, who has been vicar of St. Luke's, Greytown, for the past six years, and who is leaving the district, was farewelled in St. Luke's Sunday Schoolroom on Tuesday evening. Mr. Page was presented with a purse of sovereigns, the speeches made on the occasion by the church wardens being of a very flattering character.	[160, 945, 282, 1023]
contents-label: COMMERCIAL AND FARMING . . .	[160, 1357, 276, 1366]
dateline: London, October 27.	[1030, 472, 1090, 481]
contents-label: Fisheries Report . . .	[160, 1262, 276, 1271]
section-divider	[848, 153, 884, 154]
contents-page: 5	[278, 1296, 282, 1305]
section-divider	[989, 272, 1036, 273]
subheading: NEW CHIEF OF STAFF APPOINTED.	[604, 1307, 752, 1317]
headline-deck: DE WET TURNS REBEL	[328, 234, 512, 301]
contents-page: 3	[278, 1279, 282, 1288]
dateline: London, October 27.	[736, 605, 796, 614]
headline-deck: BRITISH STEAMER SUNK WITH LOSS OF LIFE	[297, 460, 543, 508]
column-rule	[555, 36, 556, 1606]
subheading: VIVID PICTURE OF RUINED CITY	[942, 689, 1082, 699]
article-paragraph: The destroyers, with 6-inch guns, went up the river to Nieuport and fired a broadside at the Germans, then turned round and let drive the other broadside, and fired the stern gun as a parting salute. A thousand of the enemy were killed in one field. It is stated that one brigade marching on the sea coast between Nieuport and Middelkerke was completely wiped out by the magnificently-directed fire of the monitors and the other vessels.—("Times" and Sydney "Sun" Services.)	[934, 36, 1090, 122]
contents-page: 3	[278, 1253, 282, 1262]
article-paragraph: Two hundred and fifty thousand Germans were massed at Ypres. The British forces held them in check for five days, despite the slope given brought by the German Crown Princes, to surprise the British at different points. Again and again the Germans got within a few hundred yards of the British, who then leapt out of the trenches and charged with their bayonets. The Germans fled, many hundreds being captured. Thousands were the victims of shell-fire and the machine guns. The situation was critical until reinforcements reached the British on Friday, when the enemy was thrown back fifteen miles.	[560, 180, 796, 249]
article-paragraph: China has demanded the surrender of the Japanese torpedo boat and crew which entered Chinese territorial waters and attempted to tow off the wrecked ship Sao (formerly the Russian Pobieda), 13,674 tons, of the Russo-Japanese War.	[806, 674, 926, 726]
section-divider	[848, 495, 884, 496]
dateline: Peking, October 27.	[868, 567, 926, 576]
subheading: NIEUPORT VIOLENTLY BOMBARDED	[342, 1131, 498, 1141]
article-paragraph: A message from Berlin states that the German cruiser Nurnberg, one of the German commerce raiders in the Pacific (24 knots, ten 4.1-inch guns) called at Honolulu for coal and provisions on September 2, after having been chased for several days.	[934, 981, 1090, 1024]
dateline: London, October 27.	[1030, 544, 1090, 553]
contents-row	[160, 1211, 282, 1220]
article-paragraph: Official.—An Italian naval expedition has occupied Valona, for the purpose of safeguarding the neutrality of Albania.	[934, 172, 1090, 199]
headline-divider	[368, 149, 472, 150]
received-line: (Rec. October 28, 11.30 p.m.)	[635, 1244, 721, 1253]
contents-label: WOMAN'S WORLD . . .	[160, 1409, 276, 1418]
subheading: DIRECTING THE WARSHIP ARTILLERY	[956, 821, 1068, 840]
contents-row	[160, 1323, 282, 1332]
article-paragraph: Lieutenant-General von Falkenhayn (Minister of War) has succeeded General von Moltke as Chief of Staff.	[560, 1329, 796, 1346]
section-heading-maritza: THE COLLAPSE OF THE MARITZA REVOLT.	[566, 1160, 790, 1172]
dateline: Petrograd, October 27.	[730, 866, 796, 875]
subheading: CHINA MAKING TROUBLE.	[809, 639, 923, 649]
